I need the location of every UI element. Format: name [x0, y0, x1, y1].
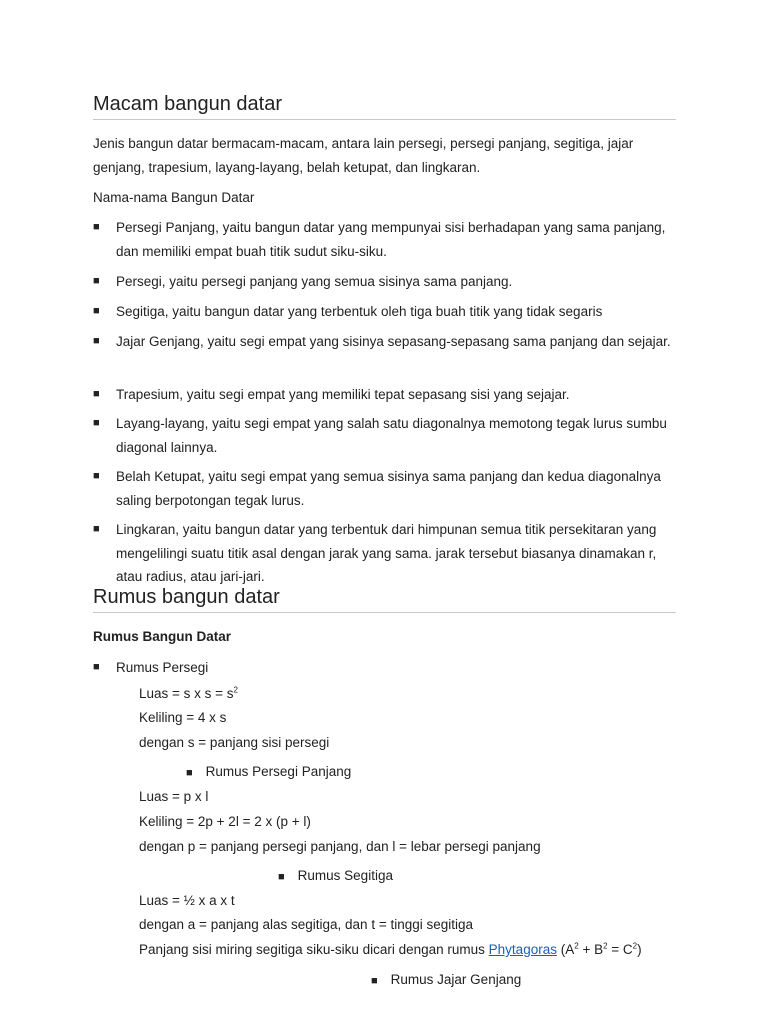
bullet-icon: ■ [93, 305, 100, 317]
rumus-jajar-genjang-label: Rumus Jajar Genjang [390, 972, 522, 987]
persegi-luas-text: Luas = s x s = s [139, 686, 234, 701]
persegi-panjang-note: dengan p = panjang persegi panjang, dan l = lebar persegi panjang [139, 839, 541, 854]
persegi-note: dengan s = panjang sisi persegi [139, 735, 330, 750]
formula-close: ) [637, 942, 642, 957]
list-item [93, 465, 676, 512]
rumus-persegi-label: Rumus Persegi [116, 660, 209, 675]
rumus-persegi-panjang-item [186, 762, 351, 783]
segitiga-note: dengan a = panjang alas segitiga, dan t = tinggi segitiga [139, 917, 474, 932]
formula-open: (A [556, 942, 575, 957]
list-item [93, 300, 676, 324]
list-item-text: Persegi Panjang, yaitu bangun datar yang mempunyai sisi berhadapan yang sama panjang, dan memiliki empat buah titik sudut siku-siku. [116, 220, 666, 259]
formula-c-sup: 2 [632, 941, 638, 951]
bullet-icon: ■ [93, 275, 100, 287]
segitiga-miring-text: Panjang sisi miring segitiga siku-siku dicari dengan rumus [139, 942, 489, 957]
bullet-icon: ■ [93, 388, 100, 400]
persegi-keliling: Keliling = 4 x s [139, 710, 227, 725]
list-item [93, 412, 676, 459]
section-heading-macam: Macam bangun datar [93, 92, 676, 120]
bullet-icon: ■ [93, 417, 100, 429]
list-subtitle: Nama-nama Bangun Datar [93, 190, 255, 205]
formula-a-sup: 2 [574, 941, 579, 951]
bullet-icon: ■ [186, 767, 193, 779]
bullet-icon: ■ [93, 661, 100, 673]
list-item [93, 216, 676, 263]
bullet-icon: ■ [93, 335, 100, 347]
list-item-text: Jajar Genjang, yaitu segi empat yang sisinya sepasang-sepasang sama panjang dan sejajar. [116, 334, 671, 349]
bullet-icon: ■ [371, 975, 378, 987]
section-heading-rumus: Rumus bangun datar [93, 585, 676, 613]
bullet-icon: ■ [93, 470, 100, 482]
segitiga-miring [139, 940, 642, 960]
persegi-luas-sup: 2 [233, 685, 238, 695]
list-item-text: Layang-layang, yaitu segi empat yang salah satu diagonalnya memotong tegak lurus sumbu diagonal lainnya. [116, 416, 667, 455]
phytagoras-link[interactable]: Phytagoras [488, 942, 557, 957]
bullet-icon: ■ [93, 523, 100, 535]
bullet-icon: ■ [93, 221, 100, 233]
rumus-segitiga-item [278, 866, 393, 887]
rumus-jajar-genjang-item [371, 970, 521, 991]
persegi-panjang-keliling: Keliling = 2p + 2l = 2 x (p + l) [139, 814, 311, 829]
rumus-subtitle: Rumus Bangun Datar [93, 629, 232, 644]
formula-eq: = C [607, 942, 633, 957]
rumus-segitiga-label: Rumus Segitiga [297, 868, 393, 883]
rumus-persegi-item [93, 656, 676, 680]
segitiga-luas: Luas = ½ x a x t [139, 893, 235, 908]
formula-b-sup: 2 [603, 941, 608, 951]
list-item [93, 383, 676, 407]
list-item-text: Lingkaran, yaitu bangun datar yang terbentuk dari himpunan semua titik persekitaran yang mengelilingi suatu titik asal dengan jarak yang sama. jarak tersebut biasanya dinamakan r, atau radius, atau jari-jari. [116, 522, 657, 584]
list-item-text: Trapesium, yaitu segi empat yang memiliki tepat sepasang sisi yang sejajar. [116, 387, 570, 402]
list-item-text: Belah Ketupat, yaitu segi empat yang semua sisinya sama panjang dan kedua diagonalnya saling berpotongan tegak lurus. [116, 469, 661, 508]
rumus-persegi-panjang-label: Rumus Persegi Panjang [205, 764, 352, 779]
intro-paragraph: Jenis bangun datar bermacam-macam, antara lain persegi, persegi panjang, segitiga, jajar genjang, trapesium, layang-layang, belah ketupat, dan lingkaran. [93, 136, 634, 175]
list-item [93, 518, 676, 589]
persegi-luas [139, 684, 238, 704]
list-item-text: Segitiga, yaitu bangun datar yang terbentuk oleh tiga buah titik yang tidak segaris [116, 304, 603, 319]
bullet-icon: ■ [278, 871, 285, 883]
list-item-text: Persegi, yaitu persegi panjang yang semua sisinya sama panjang. [116, 274, 513, 289]
formula-plus: + B [578, 942, 604, 957]
persegi-panjang-luas: Luas = p x l [139, 789, 209, 804]
list-item [93, 270, 676, 294]
list-item [93, 330, 676, 354]
